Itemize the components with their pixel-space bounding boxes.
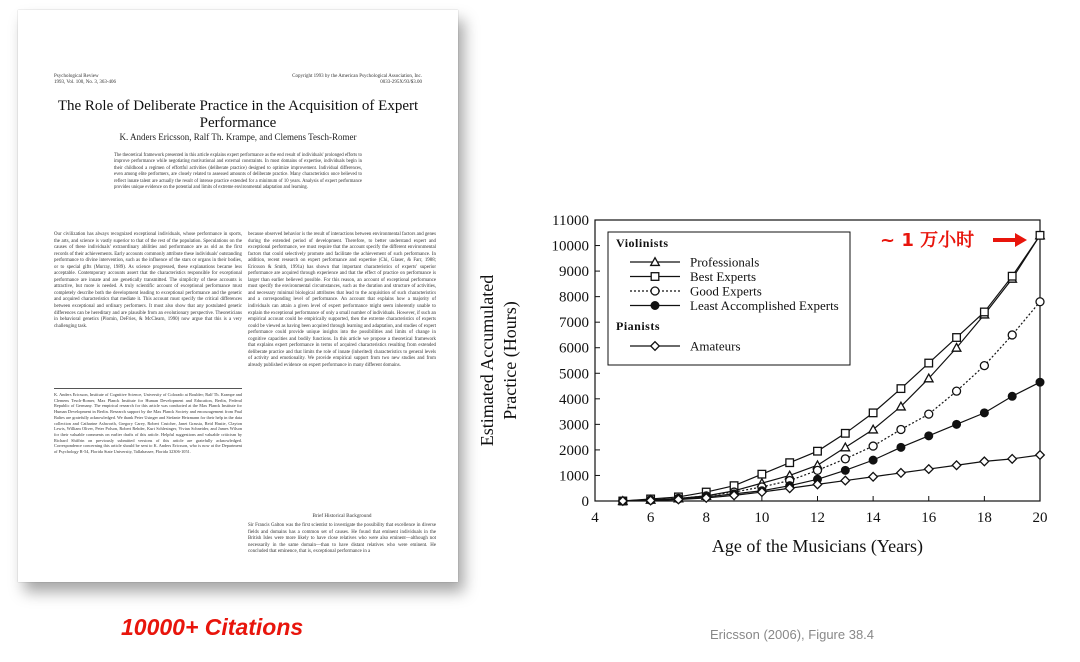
y-tick-label: 11000: [552, 213, 589, 229]
data-point-best-experts: [1036, 232, 1044, 240]
legend-marker-best-experts: [651, 273, 659, 281]
legend-label-amateurs: Amateurs: [690, 338, 741, 354]
y-tick-label: 8000: [559, 289, 589, 306]
figure-caption: Ericsson (2006), Figure 38.4: [710, 627, 875, 642]
paper-footnote: K. Anders Ericsson, Institute of Cognitive Science, University of Colorado at Boulder; Ralf Th. Krampe and Clemens Tesch-Romer, Max Planck Institute for Human Development and Education, Berlin, Federal Republic of Germany. The empirical research for this article was conducted at the Max Planck Institute for Human Development in Berlin. Research support by the Max Planck Society and encouragement from Paul Baltes are gratefully acknowledged. We thank Peter Usinger and Stefanie Heizmann for their help in the data collection and Catharine Ashworth, Gregory Carey, Robert Crutcher, Janet Grassia, Reid Hastie, Clayton Lewis, William Oliver, Peter Polson, Robert Rehder, Kurt Schlesinger, Vivian Schneider, and James Wilson for their valuable comments on earlier drafts of this article. Helpful suggestions and valuable criticism by Richard Shiffrin on previously submitted versions of this article are gratefully acknowledged. Correspondence concerning this article should be sent to K. Anders Ericsson, who is now at the Department of Psychology R-54, Florida State University, Tallahassee, Florida 32306-1051.: [54, 388, 242, 455]
series-line-amateurs: [623, 455, 1040, 501]
issn-text: 0033-295X/93/$3.00: [380, 80, 422, 85]
copyright-info: [292, 74, 422, 86]
data-point-amateurs: [924, 465, 933, 474]
y-axis-title: [477, 275, 521, 446]
journal-name: Psychological Review: [54, 74, 99, 79]
citations-label: 10000+ Citations: [121, 614, 304, 640]
section-text: Sir Francis Galton was the first scientist to investigate the possibility that excellence in diverse fields and domains has a common set of causes. He found that eminent individuals in the British Isles were more likely to have close relatives who were also eminent—although not necessarily in the same domain—than to have distant relatives who were eminent. He concluded that eminence, that is, exceptional performance in a: [248, 523, 436, 555]
legend-label-least-accomplished-experts: Least Accomplished Experts: [690, 298, 839, 313]
data-point-least-accomplished-experts: [1008, 392, 1016, 400]
x-tick-label: 8: [702, 510, 710, 526]
ten-thousand-hours-annotation: ~ 1 万小时: [880, 230, 975, 251]
legend-group-violinists: Violinists: [616, 236, 669, 250]
y-tick-label: 10000: [551, 238, 589, 255]
data-point-professionals: [841, 443, 850, 451]
data-point-least-accomplished-experts: [953, 420, 961, 428]
data-point-least-accomplished-experts: [897, 443, 905, 451]
data-point-least-accomplished-experts: [1036, 378, 1044, 386]
legend-group-pianists: Pianists: [616, 319, 661, 333]
journal-volume: 1993, Vol. 100, No. 3, 363-406: [54, 80, 117, 85]
paper-title: The Role of Deliberate Practice in the Acquisition of Expert Performance: [57, 98, 419, 131]
x-tick-label: 4: [591, 510, 599, 526]
data-point-good-experts: [897, 425, 905, 433]
paper-column-1: Our civilization has always recognized exceptional individuals, whose performance in sports, the arts, and science is vastly superior to that of the rest of the population. Speculations on the causes of these individuals' extraordinary abilities and performance are as old as the first records of their achievements. Early accounts commonly attribute these individuals' outstanding performance to divine intervention, such as the influence of the stars or organs in their bodies, or to special gifts (Murray, 1989). As science progressed, these explanations became less acceptable. Contemporary accounts assert that the characteristics responsible for exceptional performance are innate and are genetically transmitted. The simplicity of these accounts is attractive, but more is needed. A truly scientific account of exceptional performance must completely describe both the development leading to exceptional performance and the genetic and acquired characteristics that mediate it. This account must specify the critical differences between exceptional and ordinary performers. It must also show that any postulated genetic differences can be hereditary and are plausible from an evolutionary perspective. Theoreticians in behavioral genetics (Plomin, DeFries, & McClearn, 1990) now argue that this is a very challenging task.: [54, 232, 242, 329]
y-tick-label: 0: [581, 494, 589, 510]
data-point-least-accomplished-experts: [841, 466, 849, 474]
x-tick-label: 10: [754, 510, 770, 526]
x-tick-label: 20: [1032, 510, 1048, 526]
y-tick-label: 2000: [559, 442, 589, 459]
data-point-best-experts: [925, 359, 933, 367]
paper-column-2: because observed behavior is the result of interactions between environmental factors and genes during the extended period of development. Therefore, to better understand expert and exceptional performance, we must require that the account specify the different environmental factors that could selectively promote and facilitate the achievement of such performance. In addition, recent research on expert performance and expertise (Chi, Glaser, & Farr, 1988; Ericsson & Smith, 1991a) has shown that important characteristics of experts' superior performance are acquired through experience and that the effect of practice on performance is larger than earlier believed possible. For this reason, an account of exceptional performance must specify the environmental circumstances, such as the duration and structure of activities, and necessary minimal biological attributes that lead to the acquisition of such characteristics and a corresponding level of performance. An account that explains how a majority of individuals can attain a given level of expert performance might seem inherently unable to explain the exceptional performance of only a small number of individuals. However, if such an empirical account could be empirically supported, then the extreme characteristics of experts could be viewed as having been acquired through learning and adaptation, and studies of expert performance could provide unique insights into the possibilities and limits of change in cognitive capacities and bodily functions. In this article we propose a theoretical framework that explains expert performance in terms of acquired characteristics resulting from extended deliberate practice and that limits the role of innate (inherited) characteristics to general levels of activity and emotionality. We provide empirical support from two new studies and from already published evidence on expert performance in many different domains.: [248, 232, 436, 368]
x-tick-label: 6: [646, 510, 655, 526]
journal-info: [54, 74, 116, 86]
copyright-text: Copyright 1993 by the American Psychological Association, Inc.: [292, 74, 422, 79]
data-point-good-experts: [1036, 298, 1044, 306]
x-tick-label: 18: [976, 510, 992, 526]
legend-label-good-experts: Good Experts: [690, 283, 762, 299]
paper-authors: K. Anders Ericsson, Ralf Th. Krampe, and Clemens Tesch-Romer: [119, 132, 357, 142]
y-tick-label: 3000: [559, 417, 589, 434]
y-axis-label-line-2: Practice (Hours): [500, 301, 520, 420]
data-point-best-experts: [758, 470, 766, 478]
data-point-good-experts: [980, 362, 988, 370]
data-point-least-accomplished-experts: [869, 456, 877, 464]
x-tick-label: 12: [810, 510, 825, 526]
y-tick-label: 1000: [559, 468, 589, 485]
data-point-best-experts: [1008, 272, 1016, 280]
y-axis-label-line-1: Estimated Accumulated: [477, 274, 497, 447]
paper-abstract: The theoretical framework presented in this article explains expert performance as the end result of individuals' prolonged efforts to improve performance while negotiating motivational and external constraints. In most domains of expertise, individuals begin in their childhood a regimen of effortful activities (deliberate practice) designed to optimize improvement. Individual differences, even among elite performers, are closely related to assessed amounts of deliberate practice. Many characteristics once believed to reflect innate talent are actually the result of intense practice extended for a minimum of 10 years. Analysis of expert performance provides unique evidence on the potential and limits of extreme environmental adaptation and learning.: [114, 153, 362, 191]
data-point-good-experts: [841, 455, 849, 463]
data-point-best-experts: [953, 334, 961, 342]
annotation-arrow: [993, 233, 1027, 247]
data-point-amateurs: [952, 461, 961, 470]
y-tick-label: 9000: [559, 264, 589, 281]
data-point-best-experts: [786, 459, 794, 467]
data-point-best-experts: [842, 430, 850, 438]
practice-hours-chart: [455, 200, 1065, 585]
data-point-least-accomplished-experts: [925, 432, 933, 440]
data-point-good-experts: [869, 442, 877, 450]
x-axis-label: Age of the Musicians (Years): [711, 536, 924, 556]
data-point-amateurs: [1036, 451, 1045, 460]
y-tick-label: 6000: [559, 340, 589, 357]
legend-label-best-experts: Best Experts: [690, 269, 757, 284]
data-point-best-experts: [814, 447, 822, 455]
x-tick-label: 14: [865, 510, 881, 526]
data-point-best-experts: [981, 308, 989, 316]
data-point-best-experts: [869, 409, 877, 417]
y-tick-label: 7000: [559, 315, 589, 332]
y-tick-label: 5000: [559, 366, 589, 383]
legend: [608, 232, 850, 365]
data-point-amateurs: [897, 469, 906, 478]
x-tick-label: 16: [921, 510, 937, 526]
data-point-best-experts: [897, 385, 905, 393]
section-heading: Brief Historical Background: [312, 513, 372, 519]
data-point-amateurs: [869, 472, 878, 481]
data-point-good-experts: [814, 466, 822, 474]
data-point-good-experts: [1008, 331, 1016, 339]
data-point-amateurs: [1008, 455, 1017, 464]
legend-label-professionals: Professionals: [690, 254, 760, 270]
data-point-good-experts: [953, 387, 961, 395]
y-tick-label: 4000: [559, 391, 589, 408]
data-point-least-accomplished-experts: [980, 409, 988, 417]
legend-marker-least-accomplished-experts: [651, 302, 659, 310]
legend-marker-good-experts: [651, 287, 659, 295]
data-point-amateurs: [841, 476, 850, 485]
data-point-good-experts: [925, 410, 933, 418]
paper-thumbnail: [18, 10, 458, 598]
paper-page: [18, 10, 458, 582]
data-point-amateurs: [980, 457, 989, 466]
